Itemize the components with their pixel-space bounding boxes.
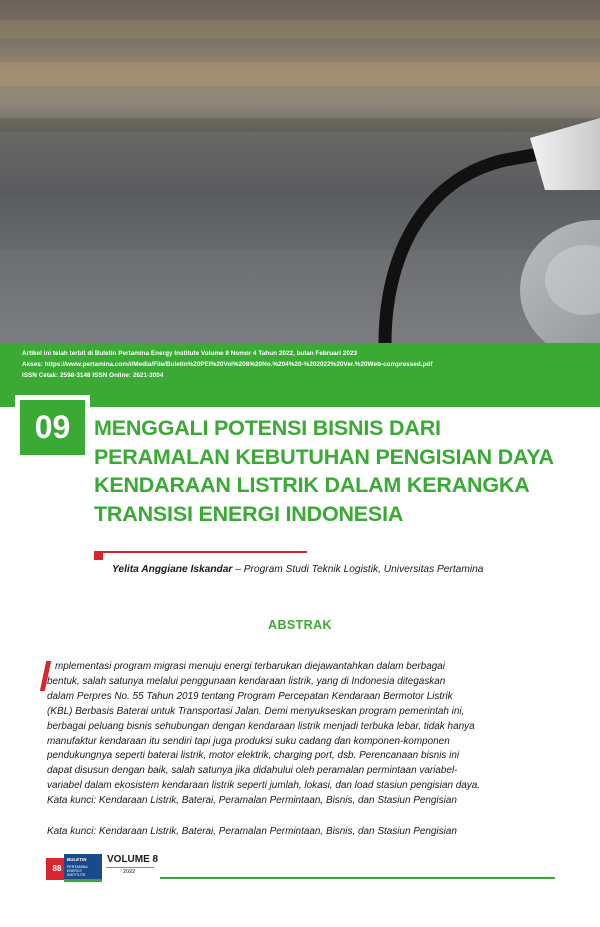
author-marker: [94, 551, 103, 560]
logo-subtitle: PERTAMINA ENERGY INSTITUTE: [67, 865, 88, 878]
volume-year: 2022: [123, 869, 136, 875]
author-affiliation: – Program Studi Teknik Logistik, Universitas Pertamina: [232, 564, 484, 575]
title-line: TRANSISI ENERGI INDONESIA: [94, 501, 404, 526]
abstract-line: Kata kunci: Kendaraan Listrik, Baterai, Peramalan Permintaan, Bisnis, dan Stasiun Pengisian: [47, 795, 457, 807]
publication-note: Artikel ini telah terbit di Buletin Pertamina Energy Institute Volume 8 Nomor 4 Tahun 2022, bulan Februari 2023: [22, 350, 357, 357]
abstract-line: dalam Perpres No. 55 Tahun 2019 tentang Program Percepatan Kendaraan Bermotor Listrik: [47, 690, 453, 702]
title-line: PERAMALAN KEBUTUHAN PENGISIAN DAYA: [94, 444, 554, 469]
access-url: Akses: https://www.pertamina.com/i/Media/File/Buletin%20PEI%20Vol%208%20No.%204%20-%202022%20Ver.%20Web-compressed.pdf: [22, 361, 433, 368]
title-line: KENDARAAN LISTRIK DALAM KERANGKA: [94, 473, 530, 497]
volume-label: VOLUME 8: [107, 854, 159, 865]
footer-rule: [160, 877, 555, 879]
abstract-line: (KBL) Berbasis Baterai untuk Transportasi Jalan. Demi menyukseskan program pemerintah ini,: [47, 705, 465, 717]
author-name: Yelita Anggiane Iskandar: [112, 564, 233, 575]
ev-charger-photo: [0, 0, 600, 343]
article-title: [94, 414, 594, 528]
author-line: [112, 564, 483, 575]
abstract-line: manufaktur kendaraan itu sendiri tapi juga produksi suku cadang dan komponen-komponen: [47, 735, 450, 747]
abstract-line: pendukungnya seperti baterai listrik, motor elektrik, charging port, dsb. Perencanaan bisnis ini: [47, 750, 460, 762]
volume-rule: [106, 867, 154, 868]
abstract-line: dapat disusun dengan baik, salah satunya jika didahului oleh peramalan permintaan variabel-: [47, 765, 458, 777]
keywords: Kata kunci: Kendaraan Listrik, Baterai, Peramalan Permintaan, Bisnis, dan Stasiun Pengisian: [47, 826, 457, 837]
abstract-body: [47, 660, 567, 809]
chapter-number: 09: [20, 400, 85, 455]
publication-info-band: [0, 343, 600, 407]
issn-info: ISSN Cetak: 2598-3148 ISSN Online: 2621-3004: [22, 372, 164, 379]
hero-photo: [0, 0, 600, 343]
title-line: MENGGALI POTENSI BISNIS DARI: [94, 416, 441, 440]
logo-accent: [64, 879, 102, 882]
author-rule: [103, 551, 307, 553]
buletin-logo: [64, 854, 102, 882]
abstract-line: variabel dalam ekosistem kendaraan listrik seperti jumlah, lokasi, dan load stasiun pengisian daya.: [47, 780, 481, 792]
abstract-line: bentuk, salah satunya melalui penggunaan kendaraan listrik, yang di Indonesia ditegaskan: [47, 675, 446, 687]
logo-title: BULETIN: [67, 857, 87, 862]
page-number: 88: [46, 858, 68, 880]
abstract-line: mplementasi program migrasi menuju energi terbarukan diejawantahkan dalam berbagai: [55, 661, 445, 672]
abstract-heading: ABSTRAK: [268, 618, 332, 632]
abstract-line: berbagai peluang bisnis sehubungan dengan kendaraan listrik menjadi terbuka lebar, tidak hanya: [47, 720, 475, 732]
